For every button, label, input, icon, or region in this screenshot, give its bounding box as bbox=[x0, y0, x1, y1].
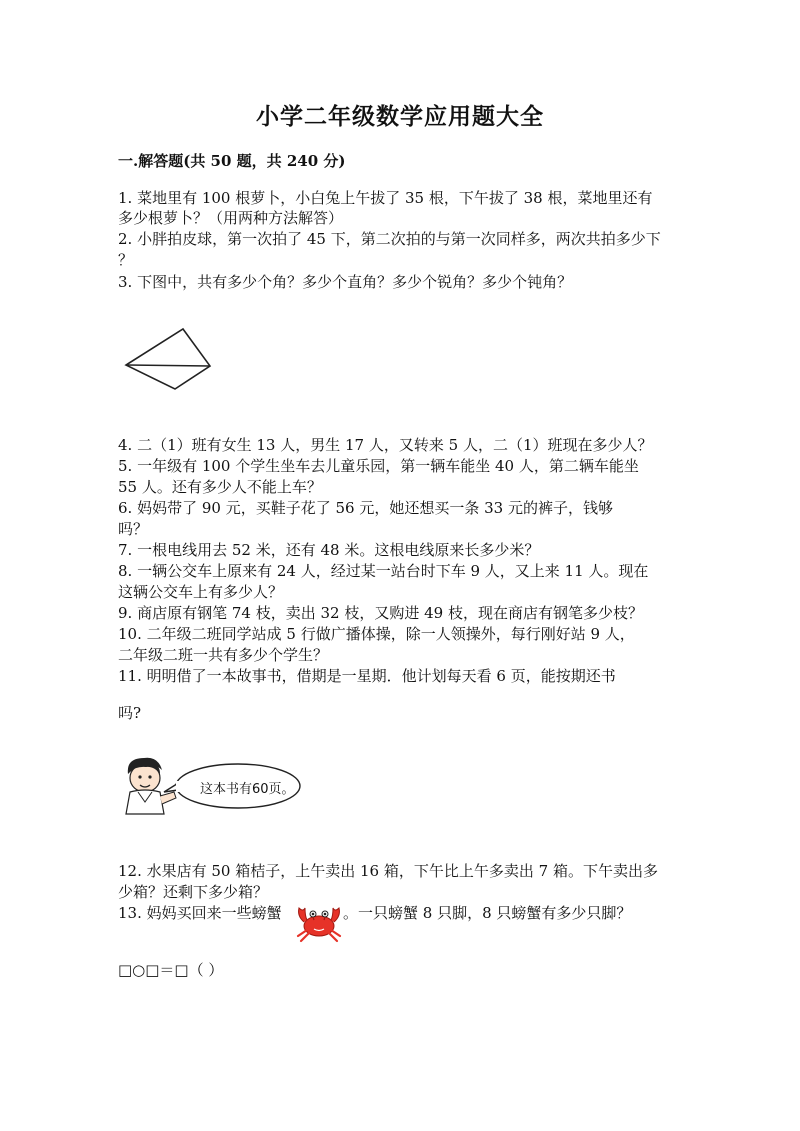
q11-line1: 11. 明明借了一本故事书，借期是一星期．他计划每天看 6 页，能按期还书 bbox=[118, 667, 616, 685]
section-heading: 一.解答题(共 50 题，共 240 分) bbox=[118, 152, 346, 170]
q8-line2: 这辆公交车上有多少人？ bbox=[118, 583, 284, 601]
q12-line2: 少箱？还剩下多少箱？ bbox=[118, 883, 269, 901]
q10-line1: 10. 二年级二班同学站成 5 行做广播体操，除一人领操外，每行刚好站 9 人， bbox=[118, 625, 635, 643]
q6-line1: 6. 妈妈带了 90 元，买鞋子花了 56 元，她还想买一条 33 元的裤子，钱够 bbox=[118, 499, 613, 517]
document-title: 小学二年级数学应用题大全 bbox=[256, 103, 544, 130]
q13-answer-template: □○□＝□（ ） bbox=[118, 961, 224, 979]
q6-line2: 吗？ bbox=[118, 520, 149, 538]
q4-line1: 4. 二（1）班有女生 13 人，男生 17 人，又转来 5 人，二（1）班现在多少人？ bbox=[118, 436, 653, 454]
q2-line1: 2. 小胖拍皮球，第一次拍了 45 下，第二次拍的与第一次同样多，两次共拍多少下 bbox=[118, 230, 661, 248]
q7-line1: 7. 一根电线用去 52 米，还有 48 米。这根电线原来长多少米？ bbox=[118, 541, 540, 559]
q5-line1: 5. 一年级有 100 个学生坐车去儿童乐园，第一辆车能坐 40 人，第二辆车能坐 bbox=[118, 457, 639, 475]
q9-line1: 9. 商店原有钢笔 74 枝，卖出 32 枝，又购进 49 枝，现在商店有钢笔多少枝？ bbox=[118, 604, 643, 622]
q12-line1: 12. 水果店有 50 箱桔子，上午卖出 16 箱，下午比上午多卖出 7 箱。下午卖出多 bbox=[118, 862, 658, 880]
q2-line2: ？ bbox=[118, 251, 134, 269]
q11-line2: 吗? bbox=[118, 704, 142, 722]
q13-line1a: 13. 妈妈买回来一些螃蟹 bbox=[118, 904, 282, 922]
angle-figure bbox=[120, 323, 215, 393]
crab-icon bbox=[293, 898, 345, 944]
q1-line2: 多少根萝卜？（用两种方法解答） bbox=[118, 209, 344, 227]
q5-line2: 55 人。还有多少人不能上车？ bbox=[118, 478, 322, 496]
q13-line1b: 。一只螃蟹 8 只脚，8 只螃蟹有多少只脚？ bbox=[343, 904, 632, 922]
speech-bubble-text: 这本书有60页。 bbox=[200, 782, 295, 797]
q8-line1: 8. 一辆公交车上原来有 24 人，经过某一站台时下车 9 人，又上来 11 人。现在 bbox=[118, 562, 649, 580]
q10-line2: 二年级二班一共有多少个学生？ bbox=[118, 646, 329, 664]
q3-line1: 3. 下图中，共有多少个角？多少个直角？多少个锐角？多少个钝角？ bbox=[118, 273, 573, 291]
q1-line1: 1. 菜地里有 100 根萝卜，小白兔上午拔了 35 根，下午拔了 38 根，菜地里还有 bbox=[118, 189, 653, 207]
